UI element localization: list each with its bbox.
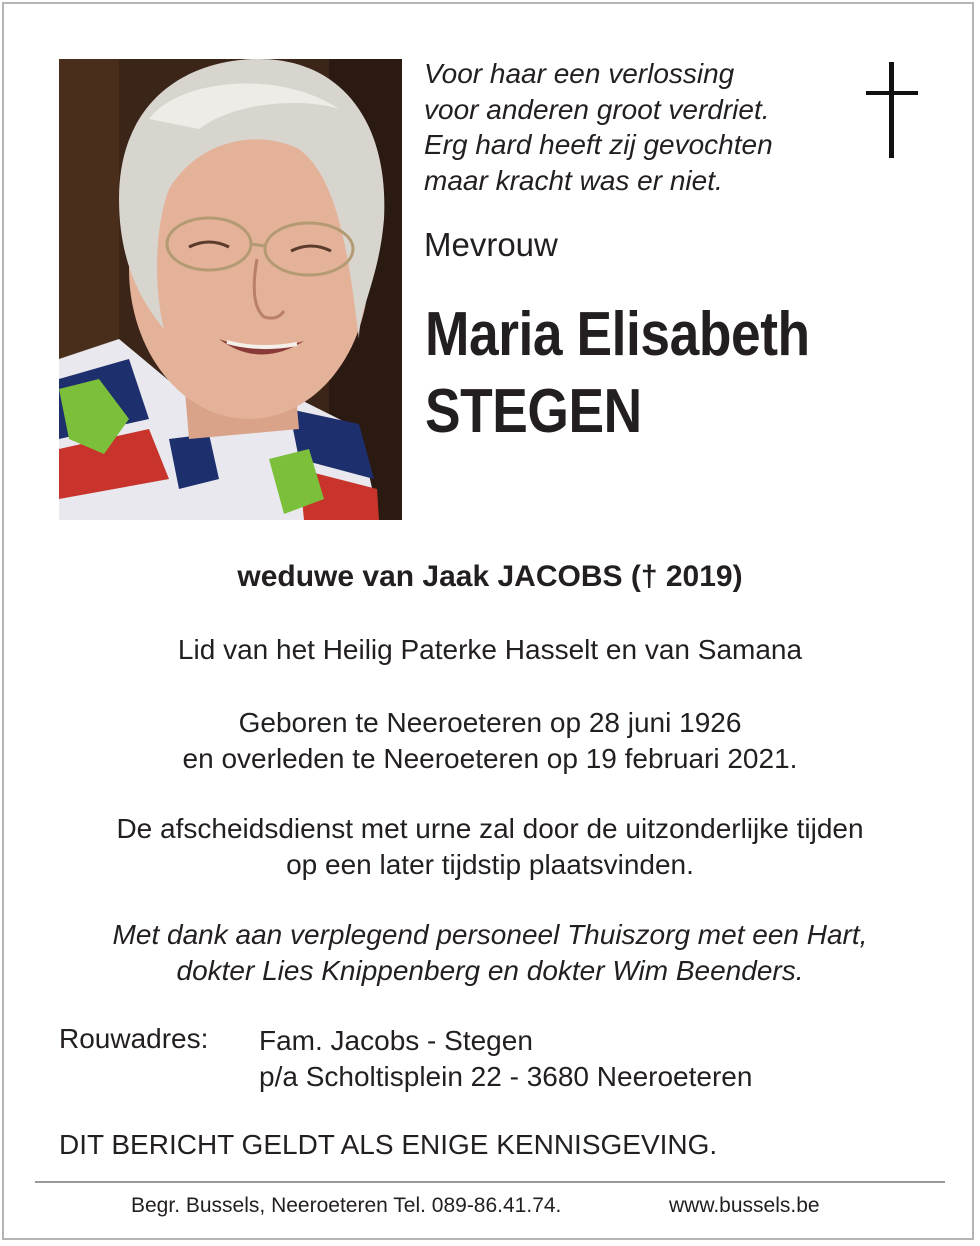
service-line: De afscheidsdienst met urne zal door de uitzonderlijke tijden [116,813,864,844]
thanks-note [0,917,980,989]
birth-line: Geboren te Neeroeteren op 28 juni 1926 [238,707,742,738]
address-family: Fam. Jacobs - Stegen [259,1025,533,1056]
first-names: Maria Elisabeth [425,300,810,369]
life-dates [0,705,980,777]
widow-of: weduwe van Jaak JACOBS († 2019) [237,560,743,593]
surname: STEGEN [425,377,642,446]
mourning-address [259,1023,752,1095]
website-link[interactable]: www.bussels.be [669,1194,820,1217]
honorific: Mevrouw [424,226,558,263]
thanks-line: Met dank aan verplegend personeel Thuiszorg met een Hart, [112,919,868,950]
poem-line: maar kracht was er niet. [424,164,723,196]
portrait-photo [59,59,402,520]
membership: Lid van het Heilig Paterke Hasselt en van Samana [177,634,803,665]
service-line: op een later tijdstip plaatsvinden. [286,849,694,880]
service-info [0,811,980,883]
address-street: p/a Scholtisplein 22 - 3680 Neeroeteren [259,1061,753,1092]
divider [35,1181,945,1183]
memorial-poem [424,56,844,198]
poem-line: Erg hard heeft zij gevochten [424,129,773,160]
poem-line: voor anderen groot verdriet. [424,93,770,125]
thanks-line: dokter Lies Knippenberg en dokter Wim Beenders. [176,955,804,986]
death-line: en overleden te Neeroeteren op 19 februari 2021. [182,743,798,774]
cross-icon [862,60,922,165]
poem-line: Voor haar een verlossing [424,58,735,89]
deceased-name [425,296,810,450]
undertaker-info: Begr. Bussels, Neeroeteren Tel. 089-86.41.74. [131,1194,562,1217]
address-label: Rouwadres: [59,1023,209,1054]
official-notice: DIT BERICHT GELDT ALS ENIGE KENNISGEVING. [59,1129,718,1160]
